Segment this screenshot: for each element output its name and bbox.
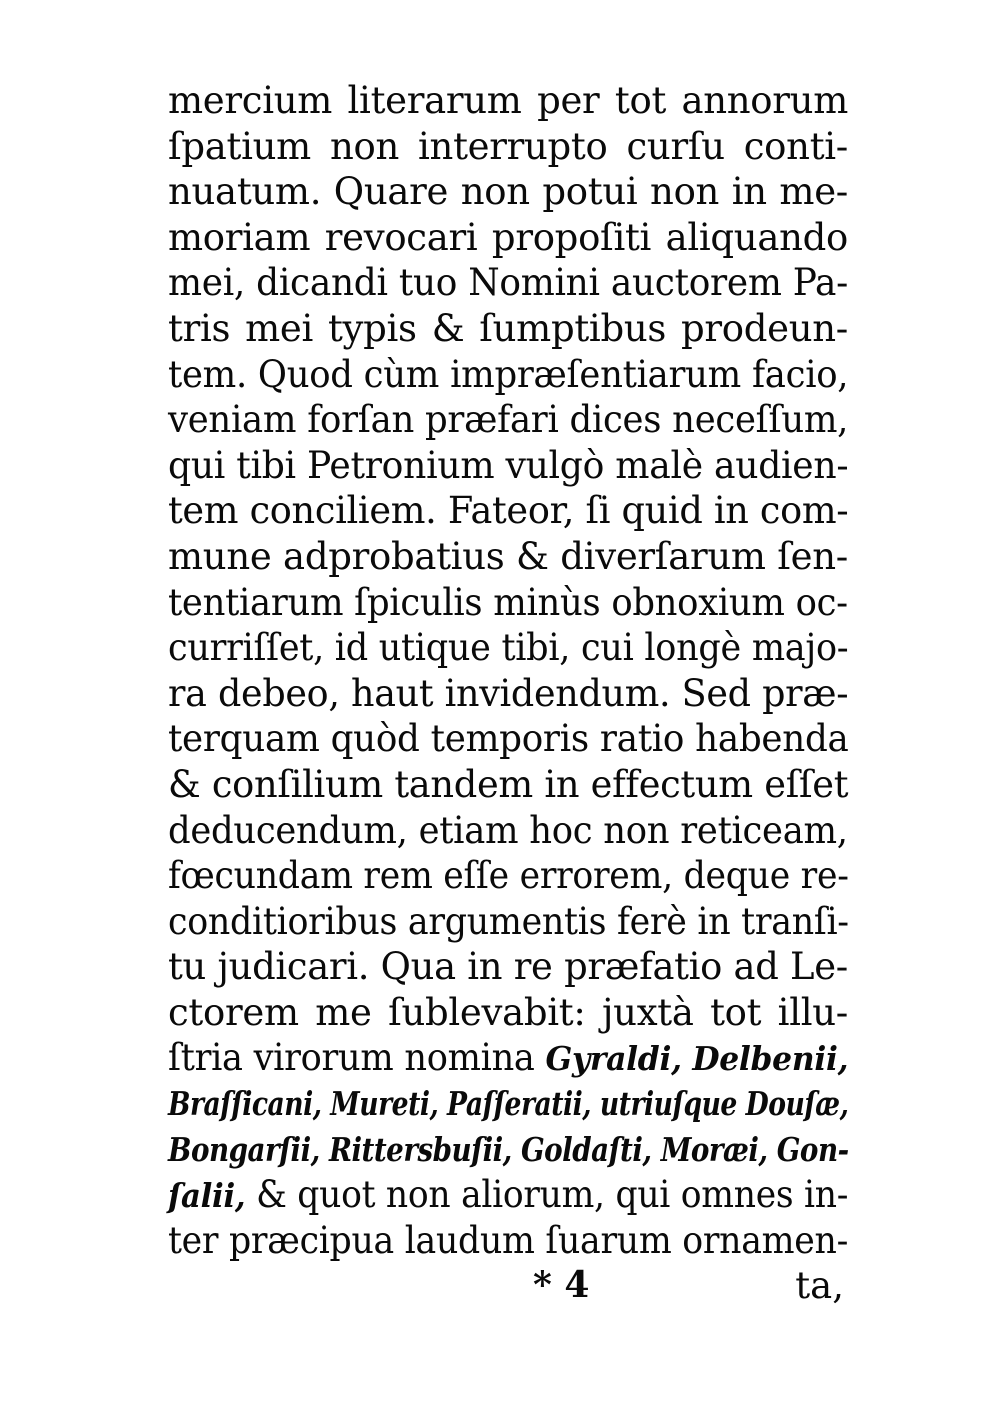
text-line-20: tu judicari. Qua in re præfatio ad Le- bbox=[168, 945, 848, 989]
text-line-24: Bongarſii, Rittersbuſii, Goldaſti, Moræi, Gon- bbox=[168, 1129, 849, 1169]
text-line-14: ra debeo, haut invidendum. Sed præ- bbox=[168, 671, 849, 715]
signature-mark: * 4 bbox=[533, 1264, 590, 1306]
text-line-7: tem. Quod cùm impræſentiarum facio, bbox=[168, 352, 849, 396]
text-line-19: conditioribus argumentis ferè in tranſi- bbox=[168, 899, 849, 943]
text-line-10: tem conciliem. Fateor, ſi quid in com- bbox=[168, 489, 849, 533]
text-line-17: deducendum, etiam hoc non reticeam, bbox=[168, 808, 848, 852]
text-line-13: curriſſet, id utique tibi, cui longè majo- bbox=[168, 626, 849, 670]
text-line-11: mune adprobatius & diverſarum ſen- bbox=[168, 534, 848, 578]
line-25-italic-name: ſalii, bbox=[168, 1176, 246, 1216]
line-22-italic-names: Gyraldi, Delbenii, bbox=[545, 1039, 849, 1079]
text-line-6: tris mei typis & ſumptibus prodeun- bbox=[168, 306, 848, 350]
line-25-roman: & quot non aliorum, qui omnes in- bbox=[245, 1173, 849, 1217]
text-line-16: & conſilium tandem in effectum eſſet bbox=[168, 762, 849, 806]
text-line-9: qui tibi Petronium vulgò malè audien- bbox=[168, 443, 849, 487]
page-footer bbox=[168, 1264, 848, 1310]
text-line-3: nuatum. Quare non potui non in me- bbox=[168, 170, 848, 214]
line-22-roman: ſtria virorum nomina bbox=[168, 1036, 546, 1080]
text-line-5: mei, dicandi tuo Nomini auctorem Pa- bbox=[168, 261, 848, 305]
text-line-26: ter præcipua laudum ſuarum ornamen- bbox=[168, 1218, 849, 1262]
text-line-23: Braſſicani, Mureti, Paſſeratii, utriuſque Douſæ, bbox=[168, 1084, 849, 1124]
text-line-21: ctorem me ſublevabit: juxtà tot illu- bbox=[168, 990, 848, 1034]
text-line-15: terquam quòd temporis ratio habenda bbox=[168, 717, 849, 761]
text-line-22 bbox=[168, 1035, 848, 1081]
body-text bbox=[168, 78, 848, 1263]
catchword: ta, bbox=[795, 1264, 844, 1307]
text-line-12: tentiarum ſpiculis minùs obnoxium oc- bbox=[168, 580, 848, 624]
text-line-25 bbox=[168, 1172, 848, 1218]
text-line-8: veniam forſan præfari dices neceſſum, bbox=[168, 398, 849, 442]
text-line-1: mercium literarum per tot annorum bbox=[168, 79, 848, 122]
text-line-4: moriam revocari propoſiti aliquando bbox=[168, 215, 848, 259]
text-line-18: fœcundam rem eſſe errorem, deque re- bbox=[168, 854, 849, 898]
text-line-2: ſpatium non interrupto curſu conti- bbox=[168, 124, 848, 168]
